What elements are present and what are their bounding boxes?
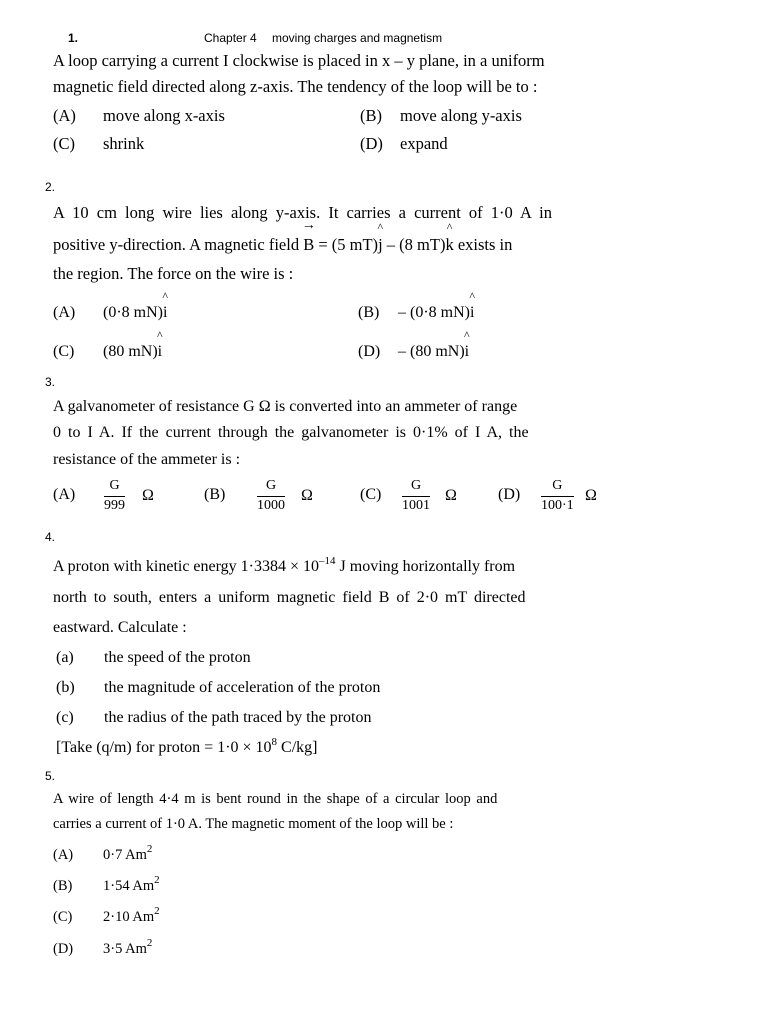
q3-option-d-fraction: G 100·1 xyxy=(541,478,574,513)
q5-option-c-label: (C) xyxy=(53,909,73,925)
q2-option-c: (80 mN) ^ i xyxy=(103,328,163,360)
q5-option-c: 2·10 Am$^2$ xyxy=(103,905,160,925)
q4-part-c: the radius of the path traced by the proton xyxy=(104,709,372,726)
q1-option-c: shrink xyxy=(103,134,145,153)
q5-option-d-label: (D) xyxy=(53,941,74,957)
q2-option-d-label: (D) xyxy=(358,343,381,360)
question-number: 1. xyxy=(68,31,79,45)
q3-option-d-label: (D) xyxy=(498,486,521,503)
q2-text-line-1: A 10 cm long wire lies along y-axis. It carries a current of 1·0 A in xyxy=(53,203,552,222)
chapter-title: Chapter 4 xyxy=(204,31,257,45)
chapter-topic: moving charges and magnetism xyxy=(272,31,443,45)
q5-option-d: 3·5 Am$^2$ xyxy=(103,937,153,957)
q4-part-b: the magnitude of acceleration of the proton xyxy=(104,679,381,696)
q3-option-c-fraction: G 1001 xyxy=(402,478,430,513)
question-number: 4. xyxy=(45,530,56,544)
q4-text-line-2: north to south, enters a uniform magnetic field B of 2·0 mT directed xyxy=(53,589,526,606)
q2-text-line-2: positive y-direction. A magnetic field → B = (5 mT) ^ j – (8 mT) ^ k exists in xyxy=(53,218,513,254)
q1-option-d: expand xyxy=(400,134,448,153)
q5-option-a: 0·7 Am$^2$ xyxy=(103,843,153,863)
q2-option-d: – (80 mN) ^ i xyxy=(398,328,470,360)
question-number: 5. xyxy=(45,769,56,783)
q4-text-line-3: eastward. Calculate : xyxy=(53,619,187,636)
q2-option-a: (0·8 mN) ^ i xyxy=(103,289,169,321)
q1-option-d-label: (D) xyxy=(360,134,383,153)
q5-option-b-label: (B) xyxy=(53,878,73,894)
q3-option-a-label: (A) xyxy=(53,486,76,503)
q3-option-b-unit: Ω xyxy=(301,487,313,504)
q4-take-note: [Take (q/m) for proton = $1\cdot 0 \times 10^8$ C/kg] xyxy=(56,736,318,756)
q3-text-line-3: resistance of the ammeter is : xyxy=(53,451,241,468)
q1-option-a-label: (A) xyxy=(53,106,76,125)
q1-option-c-label: (C) xyxy=(53,134,75,153)
q4-part-a: the speed of the proton xyxy=(104,649,251,666)
q3-option-d-unit: Ω xyxy=(585,487,597,504)
q4-part-b-label: (b) xyxy=(56,679,75,696)
q1-text-line-2: magnetic field directed along z-axis. The tendency of the loop will be to : xyxy=(53,77,538,96)
q1-text-line-1: A loop carrying a current I clockwise is placed in x – y plane, in a uniform xyxy=(53,51,545,70)
q4-part-a-label: (a) xyxy=(56,649,74,666)
q2-option-b: – (0·8 mN) ^ i xyxy=(398,289,476,321)
q5-option-a-label: (A) xyxy=(53,847,74,863)
question-number: 2. xyxy=(45,180,56,194)
question-number: 3. xyxy=(45,375,56,389)
q2-option-a-label: (A) xyxy=(53,304,76,321)
q1-option-b: move along y-axis xyxy=(400,106,522,125)
q3-option-a-fraction: G 999 xyxy=(104,478,125,513)
q5-text-line-2: carries a current of 1·0 A. The magnetic moment of the loop will be : xyxy=(53,816,454,832)
q4-text-line-1: A proton with kinetic energy $1\cdot 3384 \times 10^{-14}$ J moving horizontally from xyxy=(53,555,516,575)
q5-text-line-1: A wire of length 4·4 m is bent round in the shape of a circular loop and xyxy=(53,791,498,807)
q3-option-b-label: (B) xyxy=(204,486,226,503)
q3-option-c-label: (C) xyxy=(360,486,382,503)
q2-text-line-3: the region. The force on the wire is : xyxy=(53,264,294,283)
q3-option-b-fraction: G 1000 xyxy=(257,478,285,513)
q2-option-b-label: (B) xyxy=(358,304,380,321)
q5-option-b: 1·54 Am$^2$ xyxy=(103,874,160,894)
q3-option-a-unit: Ω xyxy=(142,487,154,504)
q3-text-line-2: 0 to I A. If the current through the galvanometer is 0·1% of I A, the xyxy=(53,424,529,441)
q1-option-b-label: (B) xyxy=(360,106,382,125)
q3-option-c-unit: Ω xyxy=(445,487,457,504)
q1-option-a: move along x-axis xyxy=(103,106,225,125)
q4-part-c-label: (c) xyxy=(56,709,74,726)
q3-text-line-1: A galvanometer of resistance G Ω is converted into an ammeter of range xyxy=(53,398,518,415)
q2-option-c-label: (C) xyxy=(53,343,75,360)
